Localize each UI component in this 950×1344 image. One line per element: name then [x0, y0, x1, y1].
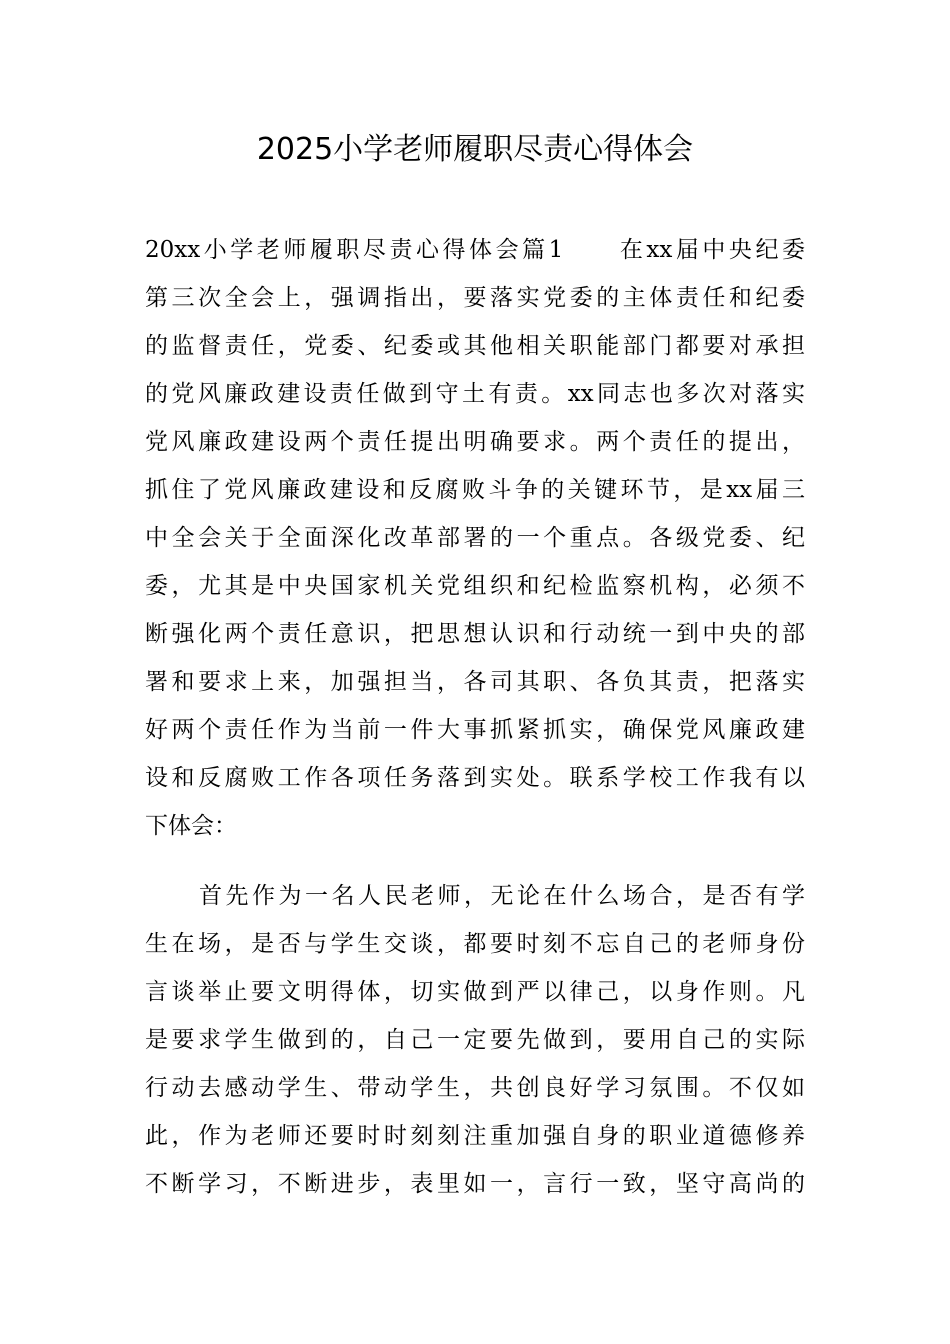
- text-line: 设和反腐败工作各项任务落到实处。联系学校工作我有以: [145, 765, 805, 791]
- text-line: 行动去感动学生、带动学生，共创良好学习氛围。不仅如: [145, 1075, 805, 1101]
- text-line: 的监督责任，党委、纪委或其他相关职能部门都要对承担: [145, 333, 805, 359]
- text-line: 党风廉政建设两个责任提出明确要求。两个责任的提出，: [145, 429, 805, 455]
- text-line: 署和要求上来，加强担当，各司其职、各负其责，把落实: [145, 669, 805, 695]
- text-line: 中全会关于全面深化改革部署的一个重点。各级党委、纪: [145, 525, 805, 551]
- text-line: 不断学习，不断进步，表里如一，言行一致，坚守高尚的: [145, 1171, 805, 1197]
- text-line: 的党风廉政建设责任做到守土有责。xx同志也多次对落实: [145, 381, 805, 407]
- text-line: 此，作为老师还要时时刻刻注重加强自身的职业道德修养: [145, 1123, 805, 1149]
- text-line: 断强化两个责任意识，把思想认识和行动统一到中央的部: [145, 621, 805, 647]
- text-line: 生在场，是否与学生交谈，都要时刻不忘自己的老师身份: [145, 931, 805, 957]
- text-line: 好两个责任作为当前一件大事抓紧抓实，确保党风廉政建: [145, 717, 805, 743]
- text-line: 下体会：: [145, 813, 237, 839]
- text-line: 委，尤其是中央国家机关党组织和纪检监察机构，必须不: [145, 573, 805, 599]
- document-title: 2025小学老师履职尽责心得体会: [256, 132, 694, 167]
- paragraph-1: [145, 226, 805, 850]
- text-line: 是要求学生做到的，自己一定要先做到，要用自己的实际: [145, 1027, 805, 1053]
- text-line: 第三次全会上，强调指出，要落实党委的主体责任和纪委: [145, 285, 805, 311]
- text-line: 20xx小学老师履职尽责心得体会篇1 在xx届中央纪委: [145, 237, 805, 263]
- text-line: 首先作为一名人民老师，无论在什么场合，是否有学: [199, 883, 805, 909]
- text-line: 抓住了党风廉政建设和反腐败斗争的关键环节，是xx届三: [145, 477, 805, 503]
- paragraph-2: [145, 872, 805, 1208]
- text-line: 言谈举止要文明得体，切实做到严以律己，以身作则。凡: [145, 979, 805, 1005]
